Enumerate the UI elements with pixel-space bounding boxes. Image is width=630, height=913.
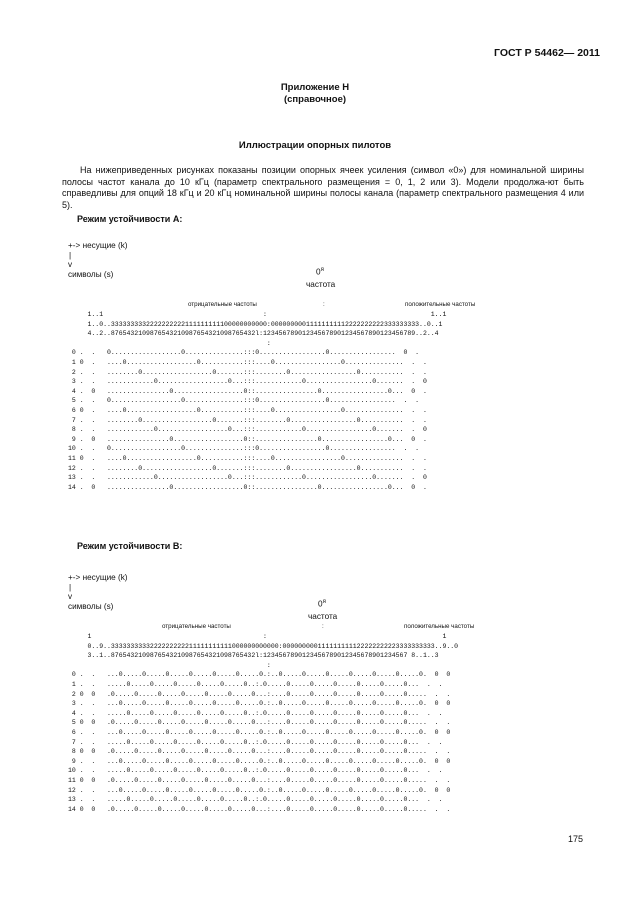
mode-b-carriers-label: +-> несущие (k) bbox=[68, 573, 128, 582]
mode-a-symbols-label: символы (s) bbox=[68, 270, 114, 279]
mode-a-title: Режим устойчивости А: bbox=[77, 214, 183, 224]
mode-b-title: Режим устойчивости В: bbox=[77, 541, 183, 551]
appendix-title: Приложение Н bbox=[280, 82, 350, 93]
mode-a-axis-bar: | bbox=[69, 251, 72, 260]
mode-b-colon: : bbox=[322, 623, 324, 630]
document-id: ГОСТ Р 54462— 2011 bbox=[494, 47, 600, 59]
mode-b-neg-freq: отрицательные частоты bbox=[162, 623, 231, 630]
mode-a-colon: : bbox=[323, 301, 325, 308]
mode-a-pos-freq: положительные частоты bbox=[405, 301, 476, 308]
intro-paragraph: На нижеприведенных рисунках показаны позиции опорных ячеек усиления (символ «0») для номинальной ширины полосы частот канала до 10 кГц (параметр спектрального размещения = 0, 1, 2 или 3). Модели продолжа-ют быть справедливы для опций 18 кГц и 20 кГц номинальной ширины полосы канала (параметр спектрального размещения 4 или 5). bbox=[62, 165, 584, 210]
page-number: 175 bbox=[567, 834, 583, 844]
appendix-subtitle: (справочное) bbox=[283, 94, 347, 105]
mode-a-freq-label: частота bbox=[306, 280, 336, 289]
mode-b-pos-freq: положительные частоты bbox=[404, 623, 475, 630]
section-title: Иллюстрации опорных пилотов bbox=[238, 140, 392, 151]
mode-a-zero: $0^я$ bbox=[316, 267, 324, 277]
mode-b-axis-v: v bbox=[68, 592, 73, 601]
mode-b-zero: $0^я$ bbox=[318, 599, 326, 609]
mode-b-freq-label: частота bbox=[308, 612, 338, 621]
mode-a-axis-v: v bbox=[68, 260, 73, 269]
mode-b-axis-bar: | bbox=[69, 583, 72, 592]
mode-b-symbols-label: символы (s) bbox=[68, 602, 114, 611]
mode-a-pilot-grid: 1..1 : 1..1 1..0..3333333332222222222111111111100000000000:00000000011111111112222222222333333333..0..1 4..2..8765432109876543210987654321098765432l:123456789012345678901234567890123456789..2..4 : 0 . . 0..................0...............:::0.................0................. 0 . 1 0 . ....0..................0...........:::....0.................0............... . . 2 . . ........0..................0.......:::........0.................0........... . . 3 . . ............0..................0...:::............0.................0....... . 0 4 . 0 ................0..................0::................0.................0... 0 . 5 . . 0..................0...............:::0.................0................. . . 6 0 . ....0..................0...........:::....0.................0............... . . 7 . . ........0..................0.......:::........0.................0........... . . 8 . . ............0..................0...:::............0.................0....... . 0 9 . 0 ................0..................0::................0.................0... 0 . 10 . . 0..................0...............:::0.................0................. . . 11 0 . ....0..................0...........:::....0.................0............... . . 12 . . ........0..................0.......:::........0.................0........... . . 13 . . ............0..................0...:::............0.................0....... . 0 14 . 0 ................0..................0::................0.................0... 0 . bbox=[68, 311, 447, 491]
mode-b-pilot-grid: 1 : 1 0..9..3333333333222222222211111111111000000000000:000000000111111111122222222223333333333..9..0 3..1..8765432109876543210987654321098765432l:1234567890123456789012345678901234567 8..1..3 : 0 . . ...0.....0.....0.....0.....0.....0.....0.:..0.....0.....0.....0.....0.....0.....0. 0 0 1 . . .....0.....0.....0.....0.....0.....0..:.0.....0.....0.....0.....0.....0.....0... . . 2 0 0 .0.....0.....0.....0.....0.....0.....0...:....0.....0.....0.....0.....0.....0..... . . 3 . . ...0.....0.....0.....0.....0.....0.....0.:..0.....0.....0.....0.....0.....0.....0. 0 0 4 . . .....0.....0.....0.....0.....0.....0..:.0.....0.....0.....0.....0.....0.....0... . . 5 0 0 .0.....0.....0.....0.....0.....0.....0...:....0.....0.....0.....0.....0.....0..... . . 6 . . ...0.....0.....0.....0.....0.....0.....0.:..0.....0.....0.....0.....0.....0.....0. 0 0 7 . . .....0.....0.....0.....0.....0.....0..:.0.....0.....0.....0.....0.....0.....0... . . 8 0 0 .0.....0.....0.....0.....0.....0.....0...:....0.....0.....0.....0.....0.....0..... . . 9 . . ...0.....0.....0.....0.....0.....0.....0.:..0.....0.....0.....0.....0.....0.....0. 0 0 10 . . .....0.....0.....0.....0.....0.....0..:.0.....0.....0.....0.....0.....0.....0... . . 11 0 0 .0.....0.....0.....0.....0.....0.....0...:....0.....0.....0.....0.....0.....0..... . . 12 . . ...0.....0.....0.....0.....0.....0.....0.:..0.....0.....0.....0.....0.....0.....0. 0 0 13 . . .....0.....0.....0.....0.....0.....0..:.0.....0.....0.....0.....0.....0.....0... . . 14 0 0 .0.....0.....0.....0.....0.....0.....0...:....0.....0.....0.....0.....0.....0..... . . bbox=[68, 633, 459, 813]
mode-a-carriers-label: +-> несущие (k) bbox=[68, 241, 128, 250]
mode-a-neg-freq: отрицательные частоты bbox=[188, 301, 257, 308]
